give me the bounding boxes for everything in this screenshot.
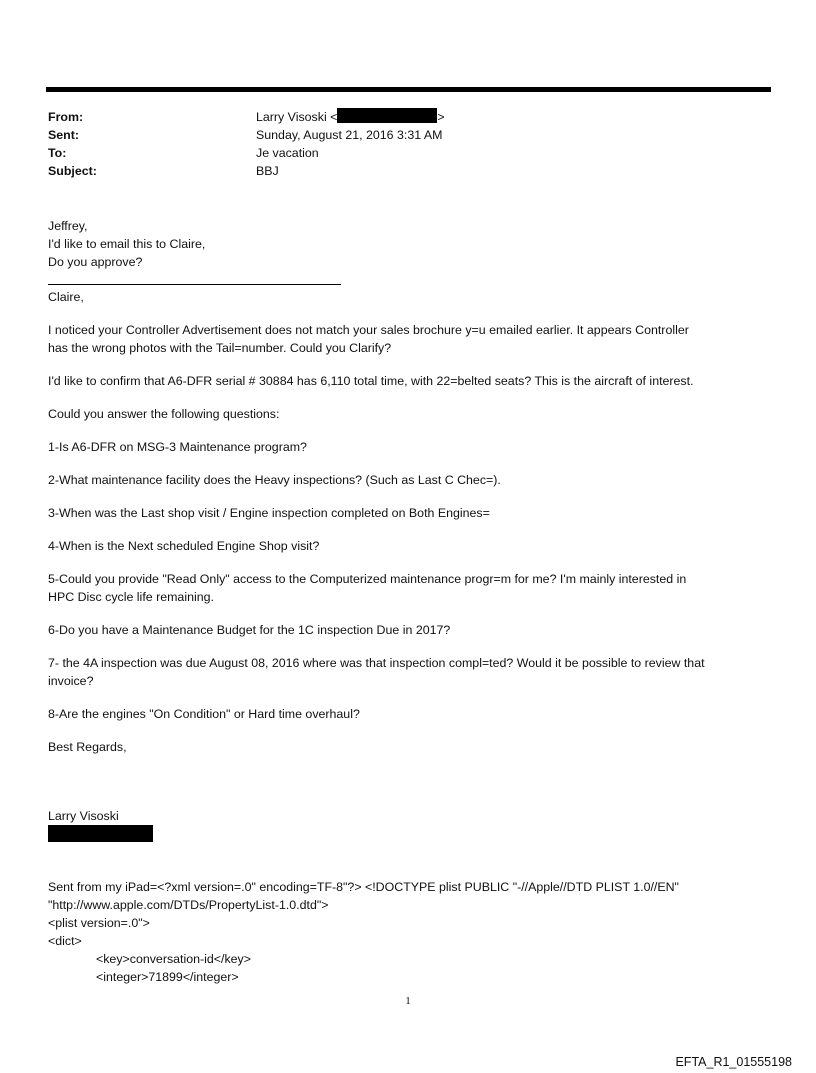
sent-label: Sent: — [48, 128, 79, 142]
footer-line: <dict> — [48, 934, 82, 948]
sent-row — [48, 126, 445, 144]
redacted-signature — [48, 825, 153, 842]
footer-block — [48, 878, 768, 986]
intro-block — [48, 217, 205, 271]
intro-line: Jeffrey, — [48, 219, 88, 233]
page-number: 1 — [405, 995, 411, 1007]
intro-line: Do you approve? — [48, 255, 143, 269]
question-5 — [48, 570, 768, 606]
from-row — [48, 108, 445, 126]
question-4: 4-When is the Next scheduled Engine Shop visit? — [48, 539, 320, 553]
footer-line: <plist version=.0"> — [48, 916, 150, 930]
subject-label: Subject: — [48, 164, 97, 178]
subject-row — [48, 162, 445, 180]
from-value — [256, 108, 445, 126]
question-line: 7- the 4A inspection was due August 08, 2016 where was that inspection compl=ted? Would it be possible to review that — [48, 656, 705, 670]
footer-line: "http://www.apple.com/DTDs/PropertyList-1.0.dtd"> — [48, 898, 329, 912]
question-line: HPC Disc cycle life remaining. — [48, 590, 214, 604]
signature-name: Larry Visoski — [48, 809, 119, 823]
question-3: 3-When was the Last shop visit / Engine inspection completed on Both Engines= — [48, 506, 490, 520]
redacted-email — [337, 108, 437, 123]
email-header — [48, 108, 445, 180]
intro-line: I'd like to email this to Claire, — [48, 237, 206, 251]
from-name: Larry Visoski < — [256, 110, 338, 124]
sent-value: Sunday, August 21, 2016 3:31 AM — [256, 128, 443, 142]
header-rule — [46, 87, 771, 92]
separator-line — [48, 284, 341, 285]
from-label: From: — [48, 110, 84, 124]
subject-value: BBJ — [256, 164, 279, 178]
paragraph-questions-intro: Could you answer the following questions: — [48, 407, 280, 421]
footer-line-indented: <key>conversation-id</key> — [96, 952, 251, 966]
question-line: 5-Could you provide "Read Only" access to the Computerized maintenance progr=m for me? I'm mainly interested in — [48, 572, 687, 586]
bates-number: EFTA_R1_01555198 — [675, 1055, 792, 1069]
paragraph-confirm: I'd like to confirm that A6-DFR serial # 30884 has 6,110 total time, with 22=belted seats? This is the aircraft of interest. — [48, 374, 694, 388]
paragraph-controller — [48, 321, 768, 357]
to-value: Je vacation — [256, 146, 319, 160]
paragraph-line: I noticed your Controller Advertisement does not match your sales brochure y=u emailed earlier. It appears Controller — [48, 323, 689, 337]
question-2: 2-What maintenance facility does the Heavy inspections? (Such as Last C Chec=). — [48, 473, 501, 487]
footer-line-indented: <integer>71899</integer> — [96, 970, 239, 984]
paragraph-line: has the wrong photos with the Tail=number. Could you Clarify? — [48, 341, 392, 355]
from-close: > — [437, 110, 445, 124]
email-body — [48, 288, 768, 771]
greeting: Claire, — [48, 290, 84, 304]
question-8: 8-Are the engines "On Condition" or Hard time overhaul? — [48, 707, 360, 721]
to-label: To: — [48, 146, 67, 160]
question-7 — [48, 654, 768, 690]
question-6: 6-Do you have a Maintenance Budget for the 1C inspection Due in 2017? — [48, 623, 451, 637]
closing: Best Regards, — [48, 740, 127, 754]
question-1: 1-Is A6-DFR on MSG-3 Maintenance program? — [48, 440, 307, 454]
to-row — [48, 144, 445, 162]
footer-line: Sent from my iPad=<?xml version=.0" encoding=TF-8"?> <!DOCTYPE plist PUBLIC "-//Apple//DTD PLIST 1.0//EN" — [48, 880, 679, 894]
question-line: invoice? — [48, 674, 94, 688]
